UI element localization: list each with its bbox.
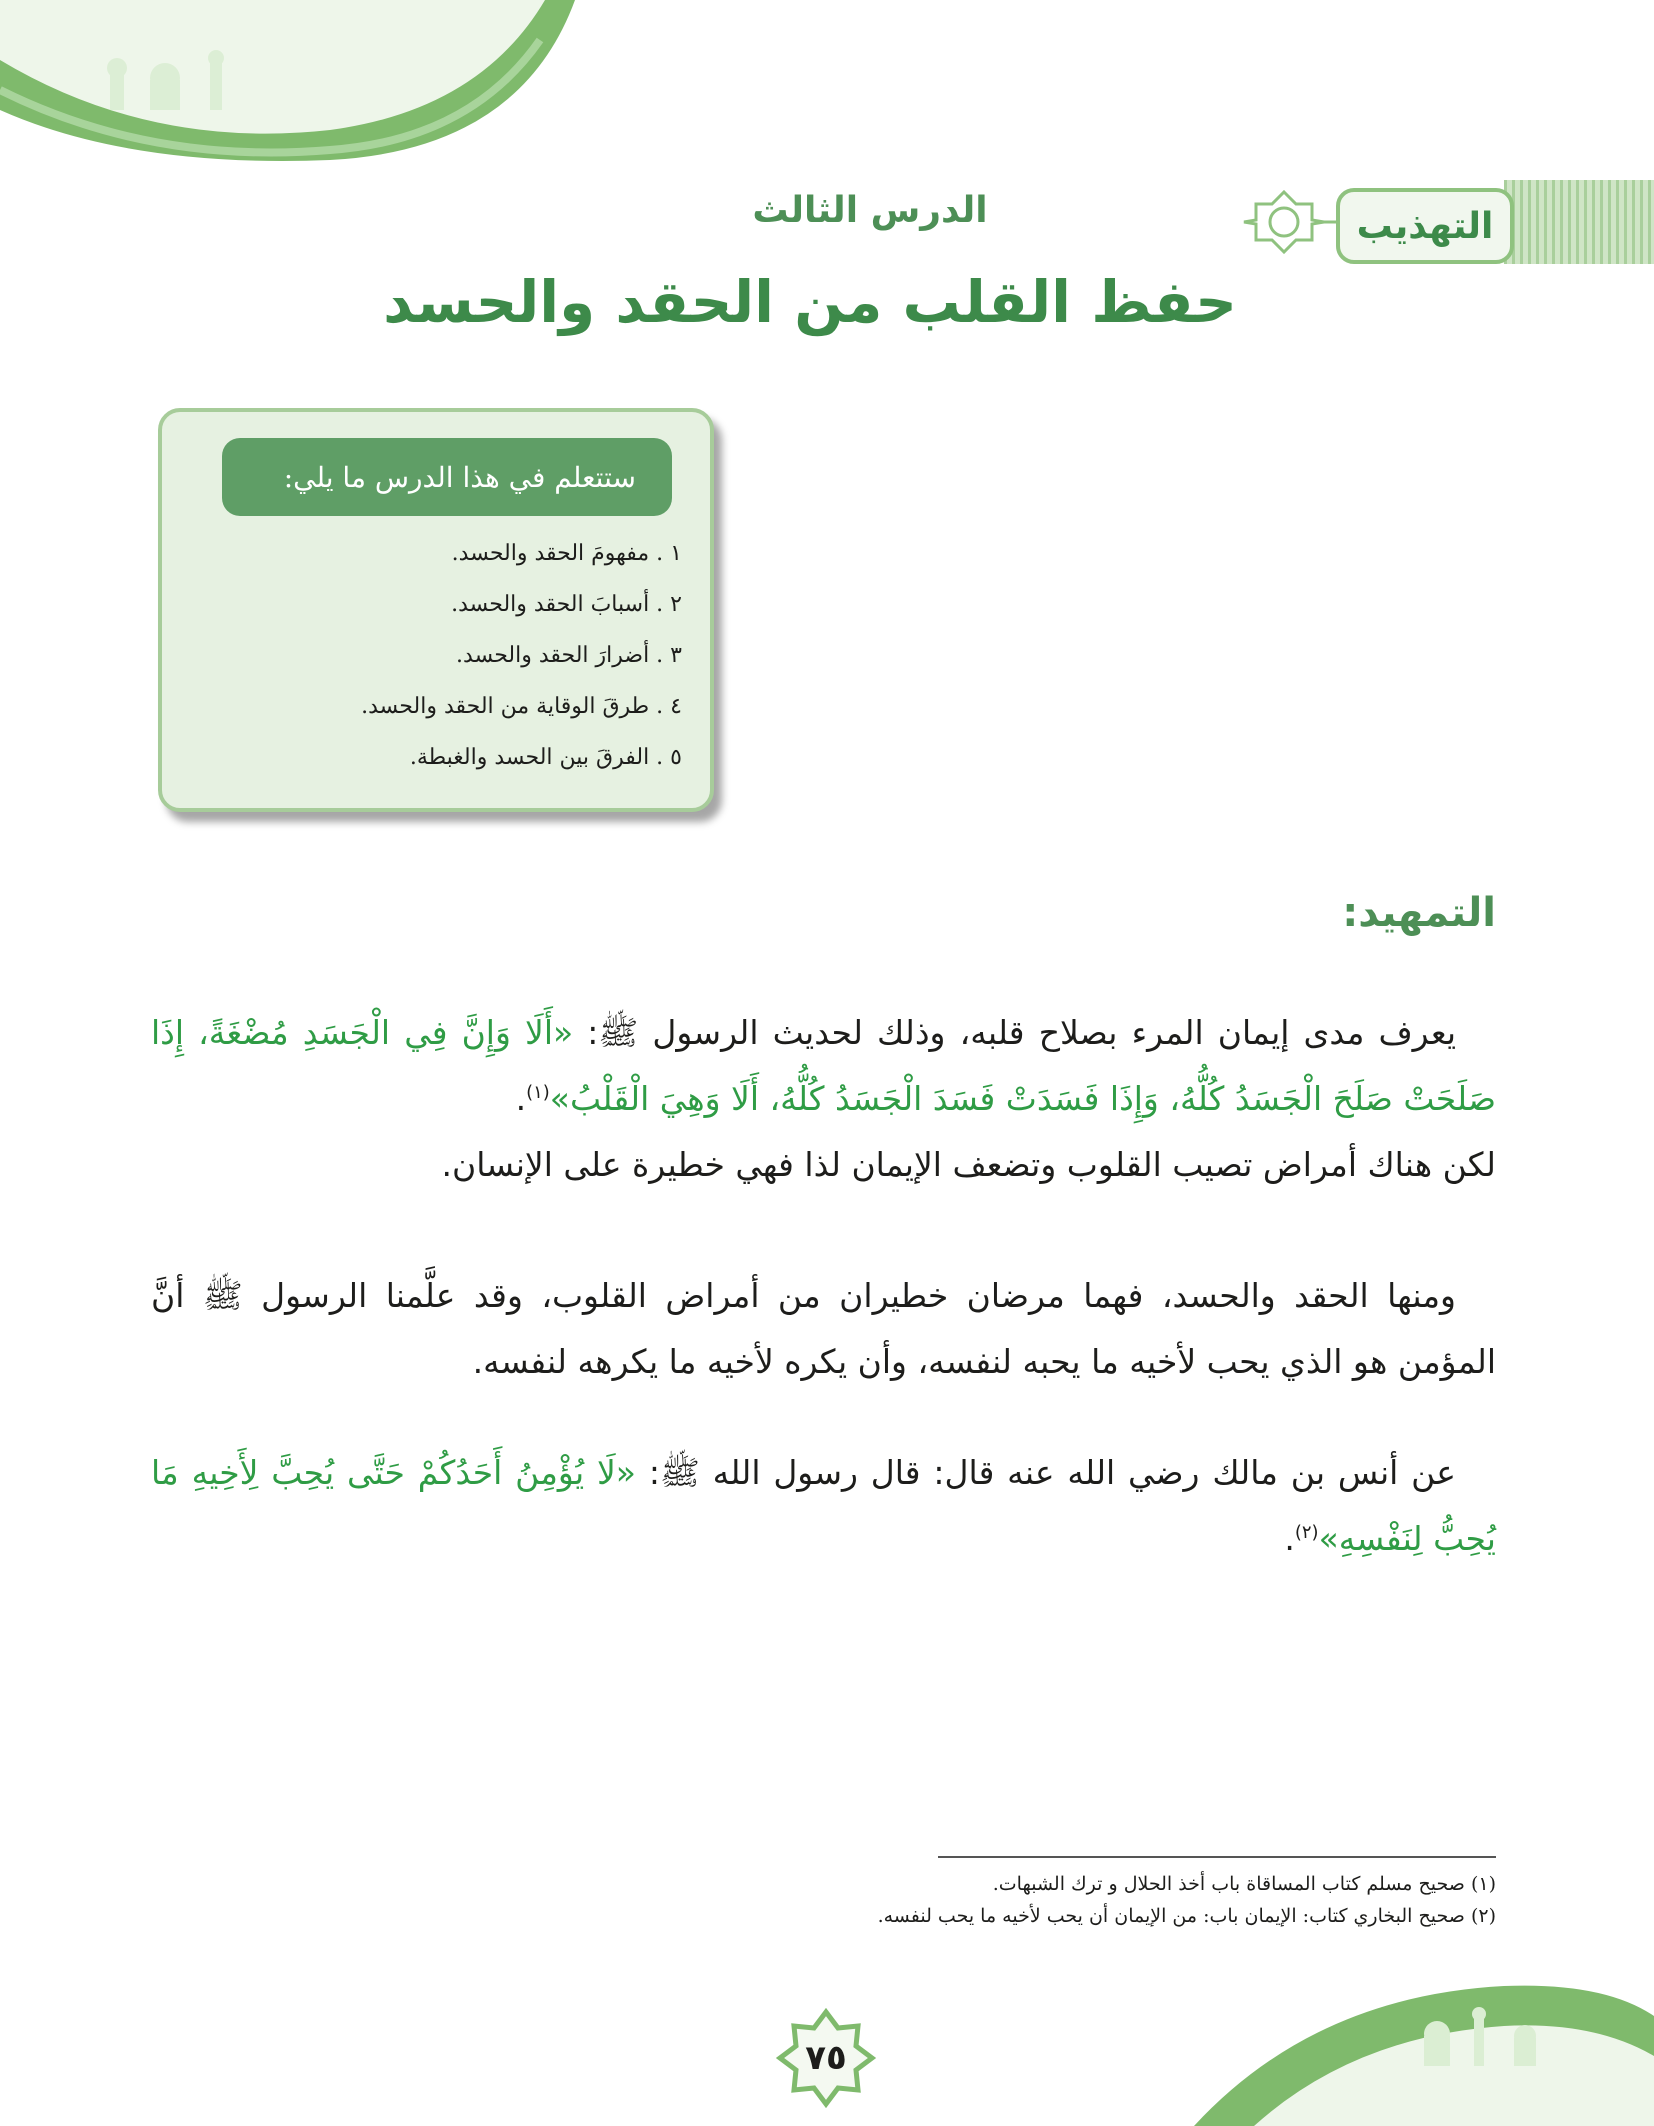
intro-heading: التمهيد: bbox=[1342, 890, 1496, 936]
objective-item: ١ . مفهومَ الحقد والحسد. bbox=[451, 541, 682, 566]
footnote-ref-2[interactable]: (٢) bbox=[1294, 1522, 1319, 1543]
badge-ornament-icon bbox=[1224, 184, 1344, 260]
footnotes bbox=[596, 1868, 1496, 1932]
p3-text: عن أنس بن مالك رضي الله عنه قال: قال رسول الله ﷺ: bbox=[635, 1453, 1456, 1492]
bottom-corner-ornament bbox=[1174, 1976, 1654, 2126]
section-label: التهذيب bbox=[1336, 188, 1514, 264]
footnote-1: (١) صحيح مسلم كتاب المساقاة باب أخذ الحلال و ترك الشبهات. bbox=[992, 1873, 1496, 1895]
lesson-title: حفظ القلب من الحقد والحسد bbox=[383, 268, 1237, 336]
p3-period: . bbox=[1284, 1519, 1295, 1558]
objectives-title: ستتعلم في هذا الدرس ما يلي: bbox=[222, 438, 672, 516]
p1-text: يعرف مدى إيمان المرء بصلاح قلبه، وذلك لحديث الرسول ﷺ: bbox=[573, 1013, 1456, 1052]
footnote-2: (٢) صحيح البخاري كتاب: الإيمان باب: من الإيمان أن يحب لأخيه ما يحب لنفسه. bbox=[877, 1905, 1496, 1927]
lesson-number: الدرس الثالث bbox=[752, 190, 988, 231]
badge-stripes bbox=[1504, 180, 1654, 264]
objective-item: ٣ . أضرارَ الحقد والحسد. bbox=[456, 643, 682, 668]
objectives-box bbox=[158, 408, 714, 812]
objective-item: ٥ . الفرقَ بين الحسد والغبطة. bbox=[409, 745, 682, 770]
hadith-quote-1: «أَلَا وَإِنَّ فِي الْجَسَدِ مُضْغَةً، إِذَا صَلَحَتْ صَلَحَ الْجَسَدُ كُلُّهُ، وَإِذَا فَسَدَتْ فَسَدَ الْجَسَدُ كُلُّهُ، أَلَا وَهِيَ الْقَلْبُ» bbox=[151, 1013, 1496, 1118]
objective-item: ٢ . أسبابَ الحقد والحسد. bbox=[451, 592, 682, 617]
top-corner-ornament bbox=[0, 0, 600, 170]
footnote-divider bbox=[938, 1856, 1496, 1858]
page-number: ٧٥ bbox=[805, 2038, 847, 2078]
intro-paragraph-3 bbox=[151, 1440, 1496, 1572]
p1-period: . bbox=[515, 1079, 527, 1118]
p1-continuation: لكن هناك أمراض تصيب القلوب وتضعف الإيمان لذا فهي خطيرة على الإنسان. bbox=[441, 1145, 1496, 1184]
footnote-ref-1[interactable]: (١) bbox=[526, 1082, 550, 1103]
p2-text: ومنها الحقد والحسد، فهما مرضان خطيران من أمراض القلوب، وقد علَّمنا الرسول ﷺ أنَّ المؤمن هو الذي يحب لأخيه ما يحبه لنفسه، وأن يكره لأخيه ما يكرهه لنفسه. bbox=[151, 1276, 1496, 1381]
intro-paragraph-2 bbox=[151, 1263, 1496, 1395]
objective-item: ٤ . طرقَ الوقاية من الحقد والحسد. bbox=[361, 694, 682, 719]
objectives-list bbox=[182, 528, 682, 783]
hadith-quote-2: «لَا يُؤْمِنُ أَحَدُكُمْ حَتَّى يُحِبَّ لِأَخِيهِ مَا يُحِبُّ لِنَفْسِهِ» bbox=[151, 1453, 1496, 1558]
intro-paragraph-1 bbox=[151, 1000, 1496, 1198]
section-badge bbox=[1224, 180, 1654, 264]
